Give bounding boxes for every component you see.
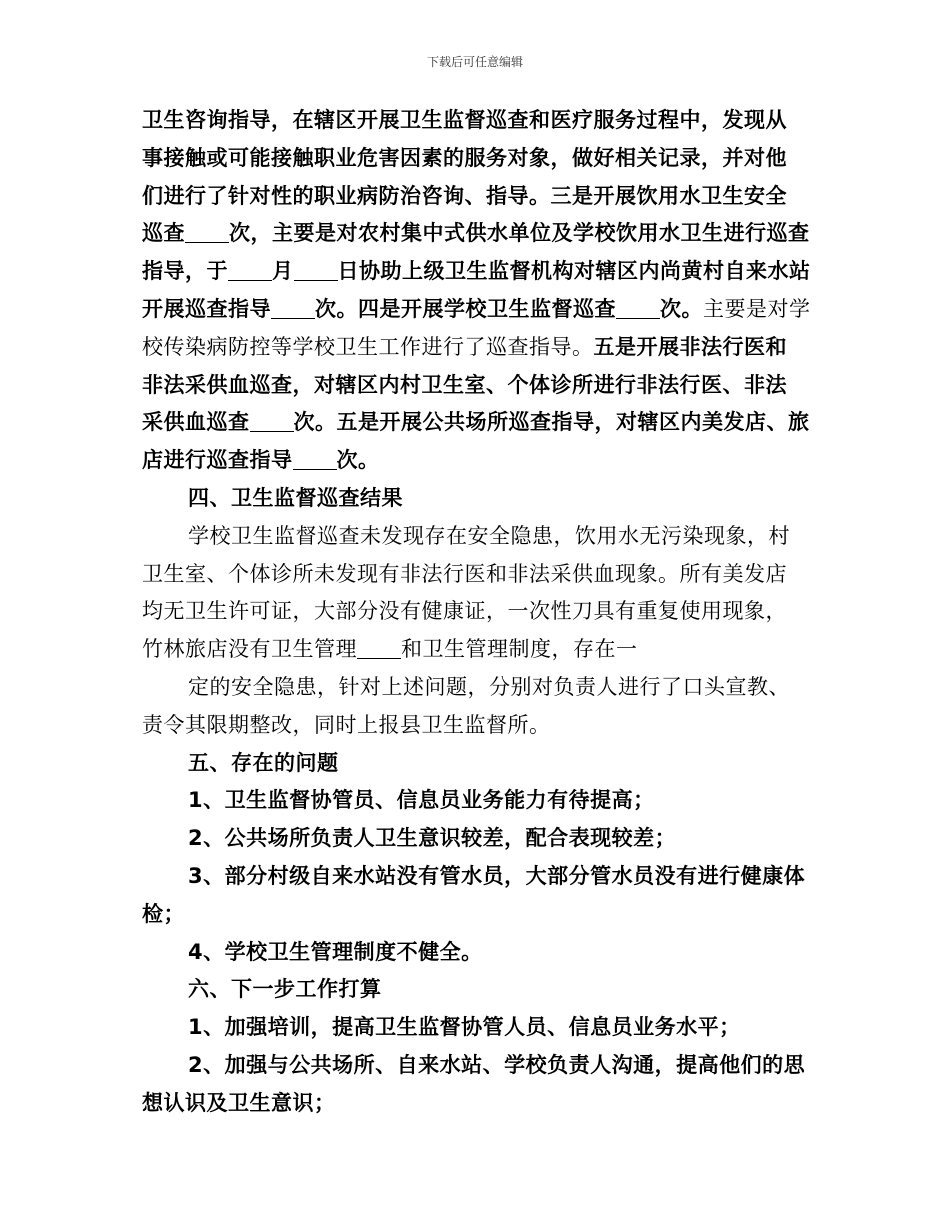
text-fragment: 指导，于 <box>142 259 228 284</box>
blank-underline <box>185 221 229 243</box>
document-body <box>142 102 814 1123</box>
blank-underline <box>228 259 272 281</box>
section-heading-next-steps: 六、下一步工作打算 <box>188 977 382 1002</box>
text-fragment: 月 <box>272 259 294 284</box>
text-fragment: 次。四是开展学校卫生监督巡查 <box>315 296 616 321</box>
text-fragment: 开展巡查指导 <box>142 296 271 321</box>
text-line: 定的安全隐患，针对上述问题，分别对负责人进行了口头宣教、 <box>188 674 790 699</box>
text-line: 均无卫生许可证，大部分没有健康证，一次性刀具有重复使用现象， <box>142 599 787 624</box>
list-item: 1、加强培训，提高卫生监督协管人员、信息员业务水平； <box>188 1015 741 1040</box>
list-item-continuation: 想认识及卫生意识； <box>142 1090 336 1115</box>
blank-underline <box>294 259 338 281</box>
text-line <box>142 215 814 253</box>
text-line: 们进行了针对性的职业病防治咨询、指导。三是开展饮用水卫生安全 <box>142 183 787 208</box>
text-line: 事接触或可能接触职业危害因素的服务对象，做好相关记录，并对他 <box>142 145 787 170</box>
text-line: 非法采供血巡查，对辖区内村卫生室、个体诊所进行非法行医、非法 <box>142 372 787 397</box>
text-fragment: 校传染病防控等学校卫生工作进行了巡查指导。 <box>142 334 594 359</box>
list-item: 2、公共场所负责人卫生意识较差，配合表现较差； <box>188 826 677 851</box>
list-item: 2、加强与公共场所、自来水站、学校负责人沟通，提高他们的思 <box>188 1052 806 1077</box>
list-next-steps <box>142 1009 814 1122</box>
text-fragment: 次。 <box>336 448 380 473</box>
blank-underline <box>357 637 401 659</box>
text-fragment: 竹林旅店没有卫生管理 <box>142 637 357 662</box>
text-line: 卫生咨询指导，在辖区开展卫生监督巡查和医疗服务过程中，发现从 <box>142 108 787 132</box>
text-fragment: 五是开展非法行医和 <box>593 334 787 359</box>
blank-underline <box>293 448 337 470</box>
list-item: 1、卫生监督协管员、信息员业务能力有待提高； <box>188 788 655 813</box>
text-line <box>142 631 814 669</box>
blank-underline <box>250 410 294 432</box>
text-fragment: 主要是对学 <box>703 296 811 321</box>
text-line <box>142 291 814 329</box>
blank-underline <box>271 297 315 319</box>
text-fragment: 店进行巡查指导 <box>142 448 293 473</box>
list-item: 4、学校卫生管理制度不健全。 <box>188 939 483 964</box>
text-fragment: 次。五是开展公共场所巡查指导，对辖区内美发店、旅 <box>293 410 810 435</box>
text-line: 学校卫生监督巡查未发现存在安全隐患，饮用水无污染现象，村 <box>188 523 790 548</box>
text-line <box>142 404 814 442</box>
text-line <box>142 329 814 367</box>
section-heading-results: 四、卫生监督巡查结果 <box>188 485 403 510</box>
text-line: 卫生室、个体诊所未发现有非法行医和非法采供血现象。所有美发店 <box>142 561 787 586</box>
text-line <box>142 253 814 291</box>
blank-underline <box>616 297 660 319</box>
text-fragment: 采供血巡查 <box>142 410 250 435</box>
paragraph-inspection-work <box>142 102 814 480</box>
text-line: 责令其限期整改，同时上报县卫生监督所。 <box>142 712 551 737</box>
list-item-continuation: 检； <box>142 901 185 926</box>
text-fragment: 日协助上级卫生监督机构对辖区内尚黄村自来水站 <box>337 259 811 284</box>
paragraph-results <box>142 518 814 745</box>
list-problems <box>142 782 814 971</box>
text-fragment: 次。 <box>660 296 703 321</box>
page-header: 下载后可任意编辑 <box>426 55 523 69</box>
text-fragment: 巡查 <box>142 221 185 246</box>
list-item: 3、部分村级自来水站没有管水员，大部分管水员没有进行健康体 <box>188 863 806 888</box>
text-fragment: 次，主要是对农村集中式供水单位及学校饮用水卫生进行巡查 <box>229 221 810 246</box>
text-fragment: 和卫生管理制度，存在一 <box>401 637 638 662</box>
section-heading-problems: 五、存在的问题 <box>188 750 339 775</box>
text-line <box>142 442 814 480</box>
